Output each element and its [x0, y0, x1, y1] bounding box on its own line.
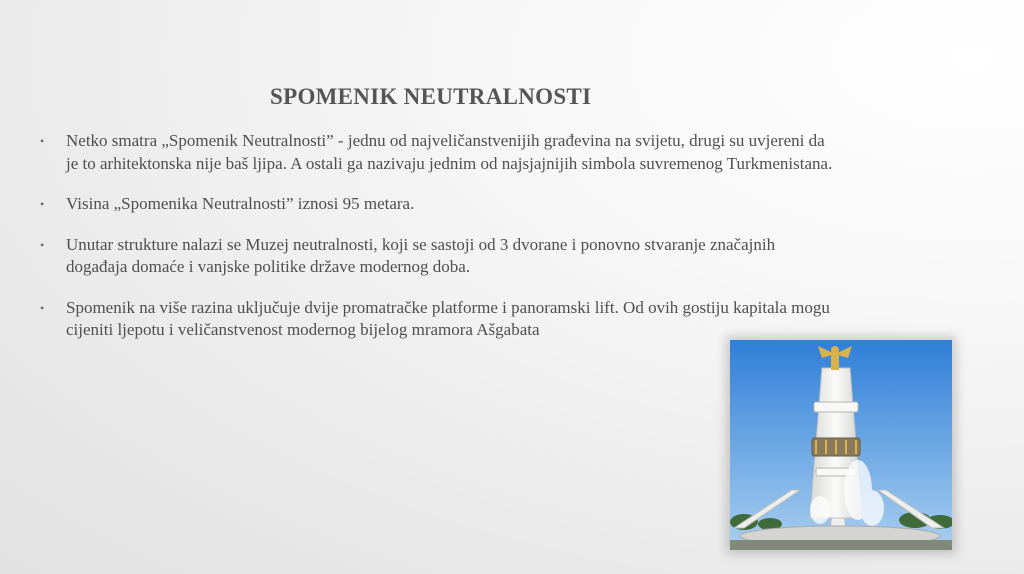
bullet-dot: •	[40, 300, 45, 315]
bullet-text: Unutar strukture nalazi se Muzej neutralnosti, koji se sastoji od 3 dvorane i ponovno stvaranje značajnih događaja domaće i vanjske politike države modernog doba.	[66, 234, 776, 276]
bullet-text: Spomenik na više razina uključuje dvije promatračke platforme i panoramski lift. Od ovih gostiju kapitala mogu cijeniti ljepotu i veličanstvenost modernog bijelog mramora Ašgabata	[66, 297, 830, 339]
bullet-dot: •	[40, 237, 45, 252]
bullet-dot: •	[40, 197, 45, 211]
bullet-text: Visina „Spomenika Neutralnosti” iznosi 95 metara.	[66, 194, 415, 213]
monument-illustration	[730, 340, 952, 550]
bullet-text: Netko smatra „Spomenik Neutralnosti” - jednu od najveličanstvenijih građevina na svijetu, drugi su uvjereni da je to arhitektonska nije baš ljipa. A ostali ga nazivaju jednim od najsjajnijih simbola suvremenog Turkmenistana.	[66, 131, 833, 173]
bullet-item	[40, 234, 840, 279]
monument-photo	[730, 340, 952, 550]
bullet-list	[40, 130, 840, 360]
bullet-dot: •	[40, 134, 45, 148]
bullet-item	[40, 193, 840, 216]
bullet-item	[40, 297, 840, 342]
slide-title: SPOMENIK NEUTRALNOSTI	[270, 84, 592, 109]
bullet-item	[40, 130, 840, 175]
ground	[730, 540, 952, 550]
